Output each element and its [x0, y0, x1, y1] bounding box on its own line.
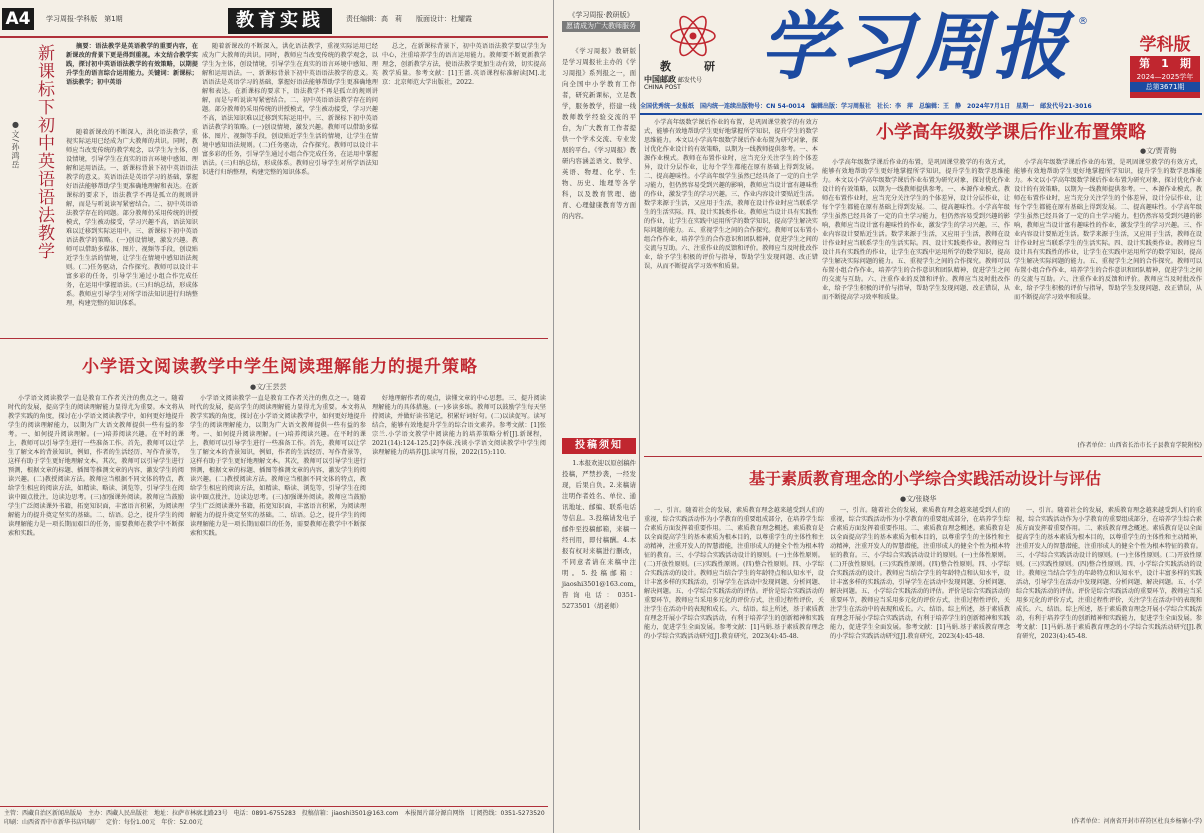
- brand-line-1: 中国邮政: [644, 75, 676, 84]
- editor-line: 责任编辑：高 莉 版面设计：杜耀霞: [346, 15, 472, 23]
- sidebar-note-line1: 《学习周报·教研版》: [568, 11, 634, 19]
- info-bar: [640, 102, 1202, 112]
- article-divider: [0, 338, 548, 339]
- article3-divider: [644, 456, 1202, 457]
- article1-col1: [66, 128, 198, 334]
- edition-label: 学科版: [1139, 35, 1191, 55]
- article3-body-text-cont: 小学高年级数学课后作业的布置，是巩固课堂教学的有效方式，能够有效地帮助学生更好地掌握所学知识，提升学生的数学思维能力。本文以小学高年级数学课后作业布置为研究对象，探讨优化作业设计的有效策略，以期为一线教师提供参考。一、本源作业模式。教师在布置作业时，应当充分关注学生的个体差异，设计分层作业，让每个学生都能在原有基础上得到发展。二、提高趣味性。小学高年级学生虽然已经具备了一定的自主学习能力，但仍然容易受到兴趣的影响，教师应当设计富有趣味性的作业，激发学生的学习兴趣。三、作业内容设计要贴近生活。数学来源于生活，又应用于生活，教师在设计作业时应当联系学生的生活实际。四、设计实践类作业。教师应当设计具有实践性的作业，让学生在实践中运用所学的数学知识，提高学生解决实际问题的能力。五、重视学生之间的合作探究。教师可以布置小组合作作业，培养学生的合作意识和团队精神，促进学生之间的交流与互助。六、注重作业的反馈和评价。教师应当及时批改作业，给予学生积极的评价与指导，帮助学生发现问题、改正错误，从而不断提高学习效率和质量。: [822, 159, 1010, 301]
- page-number: A4: [5, 9, 31, 29]
- article3-credit: (作者单位：山西省长治市长子县教育学院附校): [1077, 442, 1202, 449]
- article2-author: ●文/王芸芸: [250, 383, 287, 391]
- article4-col1: [644, 506, 824, 820]
- article4-author: ●文/张晓华: [900, 495, 937, 503]
- issue-year: 2024—2025学年: [1136, 73, 1194, 81]
- article3-col1: [644, 118, 818, 448]
- issue-number: 第 1 期: [1139, 57, 1191, 70]
- issue-total: 总第3671期: [1130, 82, 1200, 92]
- article2-col1: [8, 394, 184, 802]
- article2-title: 小学语文阅读教学中学生阅读理解能力的提升策略: [82, 357, 478, 377]
- sidebar-intro-text: 《学习周报》教研版是学习周报社主办的《学习周报》系列报之一，面向全国中小学教育工作者，研究新课标，立足教学，服务教学，搭建一线教师教学经验交流的平台，为广大教育工作者提供一个学术交流、专业发展的平台。《学习周报》教研内容涵盖语文、数学、英语、物理、化学、生物、历史、地理等各学科，以及教育管理、德育、心理健康教育等方面的内容。: [562, 47, 636, 220]
- article1-abstract-text: 摘要：语法教学是英语教学的重要内容，在新课改的背景下更是得到重视。本文结合教学实践，探讨初中英语语法教学的有效策略，以期提升学生的语言综合运用能力。关键词：新课标；语法教学；初中英语: [66, 43, 198, 86]
- brand-line-2: 邮发代号: [677, 77, 702, 84]
- sidebar-slogan: 愿请成为广大教师服务: [562, 21, 640, 32]
- article4-title: 基于素质教育理念的小学综合实践活动设计与评估: [748, 469, 1101, 488]
- article4-body-text-cont2: 一、引言。随着社会的发展，素质教育理念越来越受到人们的重视，综合实践活动作为小学教育的重要组成部分，在培养学生综合素质方面发挥着重要作用。二、素质教育理念概述。素质教育是以全面提高学生的基本素质为根本目的，以尊重学生的主体性和主动精神，注重开发人的智慧潜能，注重形成人的健全个性为根本特征的教育。三、小学综合实践活动设计的原则。(一)主体性原则。(二)开放性原则。(三)实践性原则。(四)整合性原则。四、小学综合实践活动的设计。教师应当结合学生的年龄特点和认知水平，设计丰富多样的实践活动，引导学生在活动中发现问题、分析问题、解决问题。五、小学综合实践活动的评估。评价是综合实践活动的重要环节，教师应当采用多元化的评价方式，注重过程性评价，关注学生在活动中的表现和成长。六、结语。综上所述，基于素质教育理念开展小学综合实践活动，有利于培养学生的创新精神和实践能力，促进学生全面发展。参考文献：[1]马娟.基于素质教育理念的小学综合实践活动研究[J].教育研究，2023(4):45-48.: [1016, 507, 1202, 640]
- article1-col3: [382, 42, 546, 334]
- article4-body-text: 一、引言。随着社会的发展，素质教育理念越来越受到人们的重视，综合实践活动作为小学教育的重要组成部分，在培养学生综合素质方面发挥着重要作用。二、素质教育理念概述。素质教育是以全面提高学生的基本素质为根本目的，以尊重学生的主体性和主动精神，注重开发人的智慧潜能，注重形成人的健全个性为根本特征的教育。三、小学综合实践活动设计的原则。(一)主体性原则。(二)开放性原则。(三)实践性原则。(四)整合性原则。四、小学综合实践活动的设计。教师应当结合学生的年龄特点和认知水平，设计丰富多样的实践活动，引导学生在活动中发现问题、分析问题、解决问题。五、小学综合实践活动的评估。评价是综合实践活动的重要环节，教师应当采用多元化的评价方式，注重过程性评价，关注学生在活动中的表现和成长。六、结语。综上所述，基于素质教育理念开展小学综合实践活动，有利于培养学生的创新精神和实践能力，促进学生全面发展。参考文献：[1]马娟.基于素质教育理念的小学综合实践活动研究[J].教育研究，2023(4):45-48.: [644, 507, 824, 640]
- submission-header: [562, 438, 636, 454]
- article3-author: ●文/贾青梅: [1140, 147, 1177, 155]
- page-number-badge: [2, 8, 34, 30]
- footer-rule: [0, 806, 548, 807]
- sidebar-masthead-note: [562, 10, 640, 40]
- article3-title: 小学高年级数学课后作业布置策略: [876, 122, 1146, 143]
- masthead-rule: [640, 113, 1202, 115]
- article2-body-text-cont: 小学语文阅读教学一直是教育工作者关注的焦点之一。随着时代的发展，提高学生的阅读理解能力显得尤为重要。本文将从教学实践的角度，探讨在小学语文阅读教学中，如何更好地提升学生的阅读理解能力，以期为广大语文教师提供一些有益的参考。一、如何提升阅读理解。(一)培养阅读兴趣。在平时的课上，教师可以引导学生进行一些准备工作。首先，教师可以让学生了解文本的背景知识，例如，作者的生活经历、写作背景等，这样有助于学生更好地理解文本。其次，教师可以引导学生进行预测，根据文章的标题、插图等推测文章的内容，激发学生的阅读兴趣。(二)教授阅读方法。教师应当根据不同文体的特点，教给学生相应的阅读方法，如精读、略读、浏览等，引导学生在阅读中圈点批注，边读边思考。(三)加强课外阅读。教师应当鼓励学生广泛阅读课外书籍，拓宽知识面，丰富语言积累，为阅读理解能力的提升奠定坚实的基础。二、结语。总之，提升学生的阅读理解能力是一项长期而艰巨的任务，需要教师在教学中不断探索和实践。: [190, 395, 366, 537]
- section-title: [228, 8, 332, 34]
- article4-body-text-cont: 一、引言。随着社会的发展，素质教育理念越来越受到人们的重视，综合实践活动作为小学教育的重要组成部分，在培养学生综合素质方面发挥着重要作用。二、素质教育理念概述。素质教育是以全面提高学生的基本素质为根本目的，以尊重学生的主体性和主动精神，注重开发人的智慧潜能，注重形成人的健全个性为根本特征的教育。三、小学综合实践活动设计的原则。(一)主体性原则。(二)开放性原则。(三)实践性原则。(四)整合性原则。四、小学综合实践活动的设计。教师应当结合学生的年龄特点和认知水平，设计丰富多样的实践活动，引导学生在活动中发现问题、分析问题、解决问题。五、小学综合实践活动的评估。评价是综合实践活动的重要环节，教师应当采用多元化的评价方式，注重过程性评价，关注学生在活动中的表现和成长。六、结语。综上所述，基于素质教育理念开展小学综合实践活动，有利于培养学生的创新精神和实践能力，促进学生全面发展。参考文献：[1]马娟.基于素质教育理念的小学综合实践活动研究[J].教育研究，2023(4):45-48.: [830, 507, 1010, 640]
- article1-body-text: 随着新课改的不断深入，洪化语法教学，重视实际运用已经成为广大教师的共识。同时，教师应当改变传统的教学观念，以学生为主体，创设情境，引导学生在真实的语言环境中感知、理解和运用语法。一、新课标背景下初中英语语法教学的意义。英语语法是英语学习的基础，掌握好语法能够帮助学生更准确地理解和表达。在新课标的要求下，语法教学不再是孤立的规则讲解，而是与听说读写紧密结合。二、初中英语语法教学存在的问题。部分教师仍采用传统的讲授模式，学生被动接受，学习兴趣不高，语法知识难以迁移到实际运用中。三、新课标下初中英语语法教学的策略。(一)创设情境，激发兴趣。教师可以借助多媒体、图片、视频等手段，创设贴近学生生活的情境，让学生在情境中感知语法规则。(二)任务驱动，合作探究。教师可以设计丰富多彩的任务，引导学生通过小组合作完成任务，在运用中掌握语法。(三)归纳总结，形成体系。教师应引导学生对所学语法知识进行归纳整理，构建完整的知识体系。: [66, 129, 198, 307]
- article2-col3: [372, 394, 546, 802]
- article3-body-text-cont2: 小学高年级数学课后作业的布置，是巩固课堂教学的有效方式，能够有效地帮助学生更好地掌握所学知识，提升学生的数学思维能力。本文以小学高年级数学课后作业布置为研究对象，探讨优化作业设计的有效策略，以期为一线教师提供参考。一、本源作业模式。教师在布置作业时，应当充分关注学生的个体差异，设计分层作业，让每个学生都能在原有基础上得到发展。二、提高趣味性。小学高年级学生虽然已经具备了一定的自主学习能力，但仍然容易受到兴趣的影响，教师应当设计富有趣味性的作业，激发学生的学习兴趣。三、作业内容设计要贴近生活。数学来源于生活，又应用于生活，教师在设计作业时应当联系学生的生活实际。四、设计实践类作业。教师应当设计具有实践性的作业，让学生在实践中运用所学的数学知识，提高学生解决实际问题的能力。五、重视学生之间的合作探究。教师可以布置小组合作作业，培养学生的合作意识和团队精神，促进学生之间的交流与互助。六、注重作业的反馈和评价。教师应当及时批改作业，给予学生积极的评价与指导，帮助学生发现问题、改正错误，从而不断提高学习效率和质量。: [1014, 159, 1202, 301]
- article1-body-text-cont: 随着新课改的不断深入，洪化语法教学，重视实际运用已经成为广大教师的共识。同时，教师应当改变传统的教学观念，以学生为主体，创设情境，引导学生在真实的语言环境中感知、理解和运用语法。一、新课标背景下初中英语语法教学的意义。英语语法是英语学习的基础，掌握好语法能够帮助学生更准确地理解和表达。在新课标的要求下，语法教学不再是孤立的规则讲解，而是与听说读写紧密结合。二、初中英语语法教学存在的问题。部分教师仍采用传统的讲授模式，学生被动接受，学习兴趣不高，语法知识难以迁移到实际运用中。三、新课标下初中英语语法教学的策略。(一)创设情境，激发兴趣。教师可以借助多媒体、图片、视频等手段，创设贴近学生生活的情境，让学生在情境中感知语法规则。(二)任务驱动，合作探究。教师可以设计丰富多彩的任务，引导学生通过小组合作完成任务，在运用中掌握语法。(三)归纳总结，形成体系。教师应引导学生对所学语法知识进行归纳整理，构建完整的知识体系。: [202, 43, 378, 176]
- china-post-brand: [644, 76, 754, 96]
- article4-col3: [1016, 506, 1202, 812]
- left-footer: 主管：西藏自治区新闻出版局 主办：西藏人民出版社 地址：拉萨市林廓北路23号 电话：0891-6755283 投稿信箱：jiaoshi3501@163.com 本报图片部分源自网络 订阅热线：0351-5273520 印刷：山西省晋中市新华书店印刷厂 定价：每份1.00元 年价：52.00元: [4, 810, 551, 826]
- brand-line-3: CHINA POST: [644, 84, 681, 91]
- running-header: 学习周报·学科版 第1期: [46, 15, 123, 23]
- submission-body-text: 1.本报欢迎以原创稿件投稿，严禁抄袭，一经发现，后果自负。2.来稿请注明作者姓名、单位、通讯地址、邮编、联系电话等信息。3.投稿请发电子邮件至投稿邮箱，来稿一经刊用，即付稿酬。4.本报有权对来稿进行删改，不同意者请在来稿中注明。5.投稿邮箱：jiaoshi3501@163.com。咨询电话：0351-5273501（胡老师）: [562, 459, 640, 610]
- article4-col2: [830, 506, 1010, 820]
- issue-box: [1130, 56, 1200, 98]
- article1-col3-text: 总之，在新课标背景下，初中英语语法教学要以学生为中心，注重培养学生的语言运用能力。教师要不断更新教学理念，创新教学方法，使语法教学更加生动有效，切实提高教学质量。参考文献：[1]王蔷.英语课程标准解读[M].北京：北京师范大学出版社，2022.: [382, 43, 546, 86]
- registered-mark: ®: [1078, 16, 1088, 27]
- section-title-text: 教育实践: [236, 10, 324, 31]
- article1-vertical-author: ●文/孙鸿岳: [11, 120, 20, 170]
- article3-body-text: 小学高年级数学课后作业的布置，是巩固课堂教学的有效方式，能够有效地帮助学生更好地掌握所学知识，提升学生的数学思维能力。本文以小学高年级数学课后作业布置为研究对象，探讨优化作业设计的有效策略，以期为一线教师提供参考。一、本源作业模式。教师在布置作业时，应当充分关注学生的个体差异，设计分层作业，让每个学生都能在原有基础上得到发展。二、提高趣味性。小学高年级学生虽然已经具备了一定的自主学习能力，但仍然容易受到兴趣的影响，教师应当设计富有趣味性的作业，激发学生的学习兴趣。三、作业内容设计要贴近生活。数学来源于生活，又应用于生活，教师在设计作业时应当联系学生的生活实际。四、设计实践类作业。教师应当设计具有实践性的作业，让学生在实践中运用所学的数学知识，提高学生解决实际问题的能力。五、重视学生之间的合作探究。教师可以布置小组合作作业，培养学生的合作意识和团队精神，促进学生之间的交流与互助。六、注重作业的反馈和评价。教师应当及时批改作业，给予学生积极的评价与指导，帮助学生发现问题、改正错误，从而不断提高学习效率和质量。: [644, 119, 818, 270]
- article1-vertical-title: 新课标下初中英语语法教学: [34, 44, 54, 260]
- article4-credit: (作者单位：河南省开封市祥符区杜良乡杨寨小学): [1071, 818, 1202, 825]
- sidebar-intro: [562, 46, 636, 436]
- masthead-title: 学习周报: [760, 4, 1072, 90]
- article2-col2: [190, 394, 366, 802]
- submission-body: [562, 458, 640, 826]
- page-gutter: [553, 0, 554, 833]
- article2-col3-text: 好地理解作者的观点，读懂文章的中心思想。三、提升阅读理解能力的具体措施。(一)多读多练。教师可以鼓励学生每天坚持阅读，并做好读书笔记，积累好词好句。(二)以读促写。读写结合，能够有效地提升学生的综合语文素养。参考文献：[1]张宗兰.小学语文教学中阅读能力的培养策略分析[J].新课程，2021(14):124-125.[2]李妹.浅谈小学语文阅读教学中学生阅读理解能力的培养[J].读写月报，2022(15):110.: [372, 395, 546, 456]
- header-rule: [0, 36, 548, 38]
- article1-col2: [202, 42, 378, 334]
- article3-col2: [822, 158, 1010, 448]
- article1-abstract: [66, 42, 198, 124]
- info-bar-text: 全国优秀统一发报纸 国内统一连续出版物号：CN 54-0014 编辑出版：学习周报社 社长：李 萍 总编辑：王 静 2024年7月1日 星期一 邮发代号21-3016: [640, 103, 1092, 110]
- article3-col3: [1014, 158, 1202, 438]
- article2-body-text: 小学语文阅读教学一直是教育工作者关注的焦点之一。随着时代的发展，提高学生的阅读理解能力显得尤为重要。本文将从教学实践的角度，探讨在小学语文阅读教学中，如何更好地提升学生的阅读理解能力，以期为广大语文教师提供一些有益的参考。一、如何提升阅读理解。(一)培养阅读兴趣。在平时的课上，教师可以引导学生进行一些准备工作。首先，教师可以让学生了解文本的背景知识，例如，作者的生活经历、写作背景等，这样有助于学生更好地理解文本。其次，教师可以引导学生进行预测，根据文章的标题、插图等推测文章的内容，激发学生的阅读兴趣。(二)教授阅读方法。教师应当根据不同文体的特点，教给学生相应的阅读方法，如精读、略读、浏览等，引导学生在阅读中圈点批注，边读边思考。(三)加强课外阅读。教师应当鼓励学生广泛阅读课外书籍，拓宽知识面，丰富语言积累，为阅读理解能力的提升奠定坚实的基础。二、结语。总之，提升学生的阅读理解能力是一项长期而艰巨的任务，需要教师在教学中不断探索和实践。: [8, 395, 184, 537]
- submission-title: 投稿须知: [575, 440, 623, 451]
- logo-label-left: 教: [660, 60, 671, 73]
- logo-label-right: 研: [704, 60, 715, 73]
